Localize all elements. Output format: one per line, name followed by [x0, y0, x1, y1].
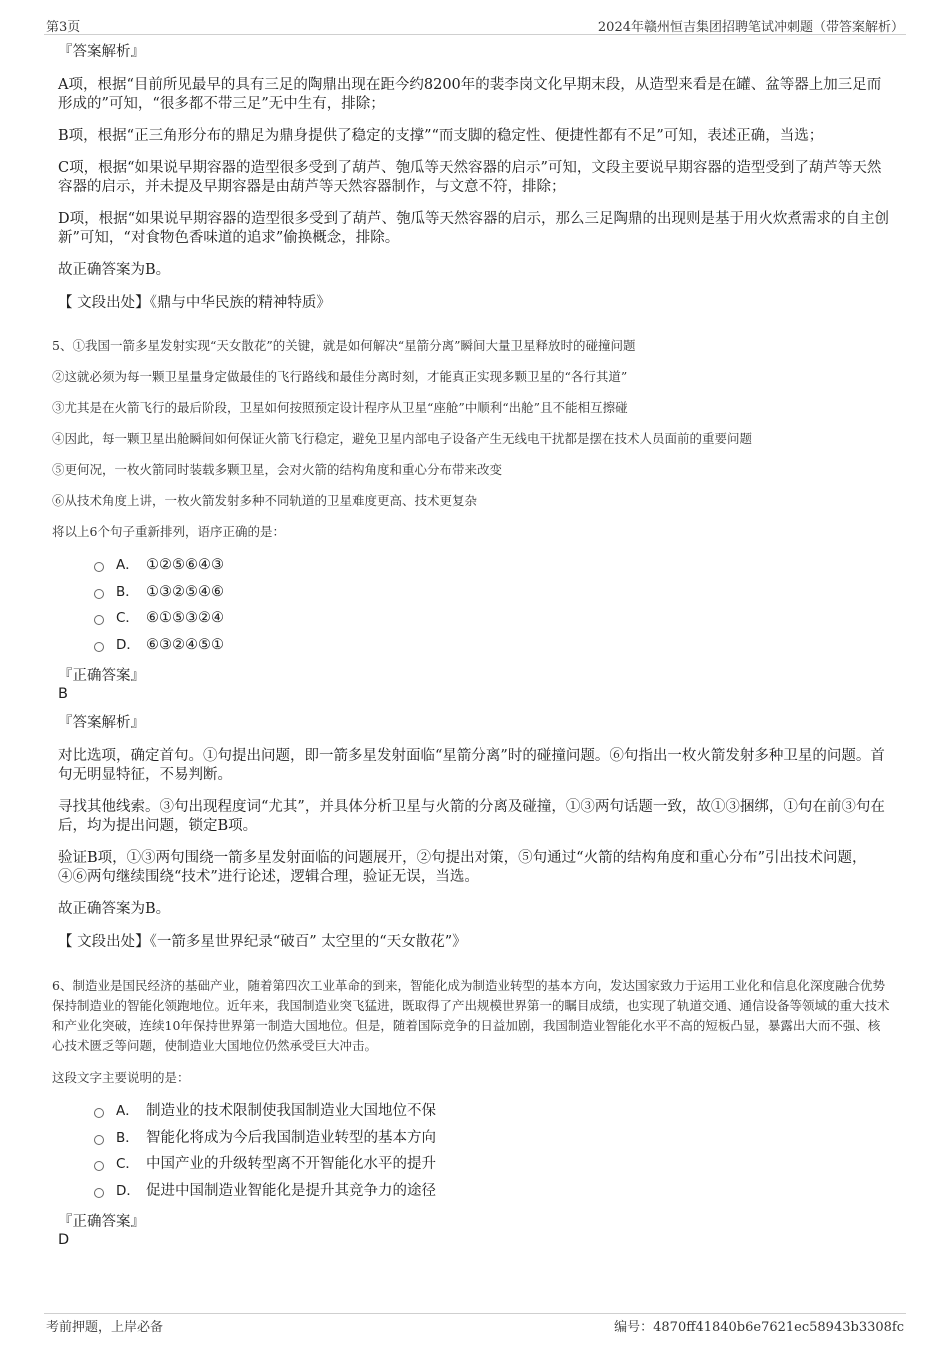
radio-icon[interactable]: [94, 589, 104, 599]
option-letter: C．: [116, 1156, 139, 1172]
q4-analysis-a: A项，根据“目前所见最早的具有三足的陶鼎出现在距今约8200年的裴李岗文化早期末段，从造型来看是在罐、盆等器上加三足而形成的”可知，“很多都不带三足”无中生有，排除；: [58, 77, 882, 112]
q4-analysis-b: B项，根据“正三角形分布的鼎足为鼎身提供了稳定的支撑”“而支脚的稳定性、便捷性都有不足”可知，表述正确，当选；: [58, 128, 824, 144]
option-text: ⑥①⑤③②④: [146, 610, 224, 626]
q4-analysis-d: D项，根据“如果说早期容器的造型很多受到了葫芦、匏瓜等天然容器的启示，那么三足陶鼎的出现则是基于用火炊煮需求的自主创新”可知，“对食物色香味道的追求”偷换概念，排除。: [58, 211, 890, 246]
radio-icon[interactable]: [94, 562, 104, 572]
q4-conclusion: 故正确答案为B。: [58, 262, 171, 278]
radio-icon[interactable]: [94, 642, 104, 652]
option-letter: D．: [116, 1182, 140, 1199]
option-letter: D．: [116, 636, 140, 653]
q5-answer: B: [58, 686, 68, 702]
radio-icon[interactable]: [94, 1161, 104, 1171]
option-letter: A．: [116, 557, 139, 573]
q5-prompt: 将以上6个句子重新排列，语序正确的是：: [52, 524, 285, 539]
q5-option-b[interactable]: [94, 582, 892, 609]
option-text: 中国产业的升级转型离不开智能化水平的提升: [146, 1156, 436, 1172]
page-footer: [44, 1313, 906, 1334]
option-letter: A．: [116, 1103, 139, 1119]
document-code: 编号：4870ff41840b6e7621ec58943b3308fc: [614, 1320, 904, 1335]
option-text: ⑥③②④⑤①: [146, 636, 224, 653]
q6-option-c[interactable]: [94, 1154, 892, 1181]
q4-source: 【 文段出处】《鼎与中华民族的精神特质》: [58, 295, 331, 311]
option-letter: C．: [116, 610, 139, 626]
q5-analysis-tag: 『答案解析』: [58, 715, 145, 731]
option-text: 促进中国制造业智能化是提升其竞争力的途径: [146, 1182, 436, 1199]
q5-options: [94, 555, 892, 661]
radio-icon[interactable]: [94, 1108, 104, 1118]
q6-text: 6、制造业是国民经济的基础产业，随着第四次工业革命的到来，智能化成为制造业转型的基本方向，发达国家致力于运用工业化和信息化深度融合优势保持制造业的智能化领跑地位。近年来，我国制造业突飞猛进，既取得了产出规模世界第一的瞩目成绩，也实现了轨道交通、通信设备等领域的重大技术和产业化突破，连续10年保持世界第一制造大国地位。但是，随着国际竞争的日益加剧，我国制造业智能化水平不高的短板凸显，暴露出大而不强、核心技术匮乏等问题，使制造业大国地位仍然承受巨大冲击。: [52, 978, 890, 1053]
radio-icon[interactable]: [94, 1135, 104, 1145]
option-text: ①③②⑤④⑥: [146, 583, 224, 600]
q5-analysis-2: 寻找其他线索。③句出现程度词“尤其”，并具体分析卫星与火箭的分离及碰撞，①③两句话题一致，故①③捆绑，①句在前③句在后，均为提出问题，锁定B项。: [58, 799, 885, 834]
q6-answer-tag: 『正确答案』: [58, 1214, 145, 1230]
q4-analysis-c: C项，根据“如果说早期容器的造型很多受到了葫芦、匏瓜等天然容器的启示”可知，文段主要说早期容器的造型受到了葫芦等天然容器的启示，并未提及早期容器是由葫芦等天然容器制作，与文意不符，排除；: [58, 160, 882, 195]
q5-sentence-1: 5、①我国一箭多星发射实现“天女散花”的关键，就是如何解决“星箭分离”瞬间大量卫星释放时的碰撞问题: [52, 338, 636, 353]
option-text: 智能化将成为今后我国制造业转型的基本方向: [146, 1129, 436, 1146]
footer-slogan: 考前押题，上岸必备: [46, 1320, 164, 1335]
page-number: 第3页: [46, 20, 81, 35]
option-text: 制造业的技术限制使我国制造业大国地位不保: [146, 1103, 436, 1119]
q6-prompt: 这段文字主要说明的是：: [52, 1070, 190, 1085]
q6-option-d[interactable]: [94, 1181, 892, 1208]
q6-option-b[interactable]: [94, 1128, 892, 1155]
q5-analysis-1: 对比选项，确定首句。①句提出问题，即一箭多星发射面临“星箭分离”时的碰撞问题。⑥句指出一枚火箭发射多种卫星的问题。首句无明显特征，不易判断。: [58, 748, 885, 783]
q5-sentence-2: ②这就必须为每一颗卫星量身定做最佳的飞行路线和最佳分离时刻，才能真正实现多颗卫星的“各行其道”: [52, 369, 628, 384]
q5-sentence-3: ③尤其是在火箭飞行的最后阶段，卫星如何按照预定设计程序从卫星“座舱”中顺利“出舱”且不能相互擦碰: [52, 400, 628, 415]
option-letter: B．: [116, 1129, 139, 1146]
q5-sentence-5: ⑤更何况，一枚火箭同时装载多颗卫星，会对火箭的结构角度和重心分布带来改变: [52, 462, 503, 477]
q5-sentence-6: ⑥从技术角度上讲，一枚火箭发射多种不同轨道的卫星难度更高、技术更复杂: [52, 493, 478, 508]
q6-answer: D: [58, 1232, 70, 1248]
q4-analysis-tag: 『答案解析』: [58, 44, 145, 60]
q5-option-d[interactable]: [94, 635, 892, 662]
q5-option-c[interactable]: [94, 608, 892, 635]
q6-options: [94, 1101, 892, 1207]
option-letter: B．: [116, 583, 139, 600]
q5-conclusion: 故正确答案为B。: [58, 901, 171, 917]
page-content: [52, 42, 892, 1259]
q5-analysis-3: 验证B项，①③两句围绕一箭多星发射面临的问题展开，②句提出对策，⑤句通过“火箭的结构角度和重心分布”引出技术问题，④⑥两句继续围绕“技术”进行论述，逻辑合理，验证无误，当选。: [58, 850, 867, 885]
q5-answer-tag: 『正确答案』: [58, 668, 145, 684]
page-header: [44, 16, 906, 35]
radio-icon[interactable]: [94, 615, 104, 625]
q5-sentence-4: ④因此，每一颗卫星出舱瞬间如何保证火箭飞行稳定，避免卫星内部电子设备产生无线电干扰都是摆在技术人员面前的重要问题: [52, 431, 753, 446]
q5-source: 【 文段出处】《一箭多星世界纪录“破百” 太空里的“天女散花”》: [58, 934, 467, 950]
radio-icon[interactable]: [94, 1188, 104, 1198]
q6-option-a[interactable]: [94, 1101, 892, 1128]
option-text: ①②⑤⑥④③: [146, 557, 224, 573]
document-title: 2024年赣州恒吉集团招聘笔试冲刺题（带答案解析）: [597, 20, 904, 35]
q5-option-a[interactable]: [94, 555, 892, 582]
